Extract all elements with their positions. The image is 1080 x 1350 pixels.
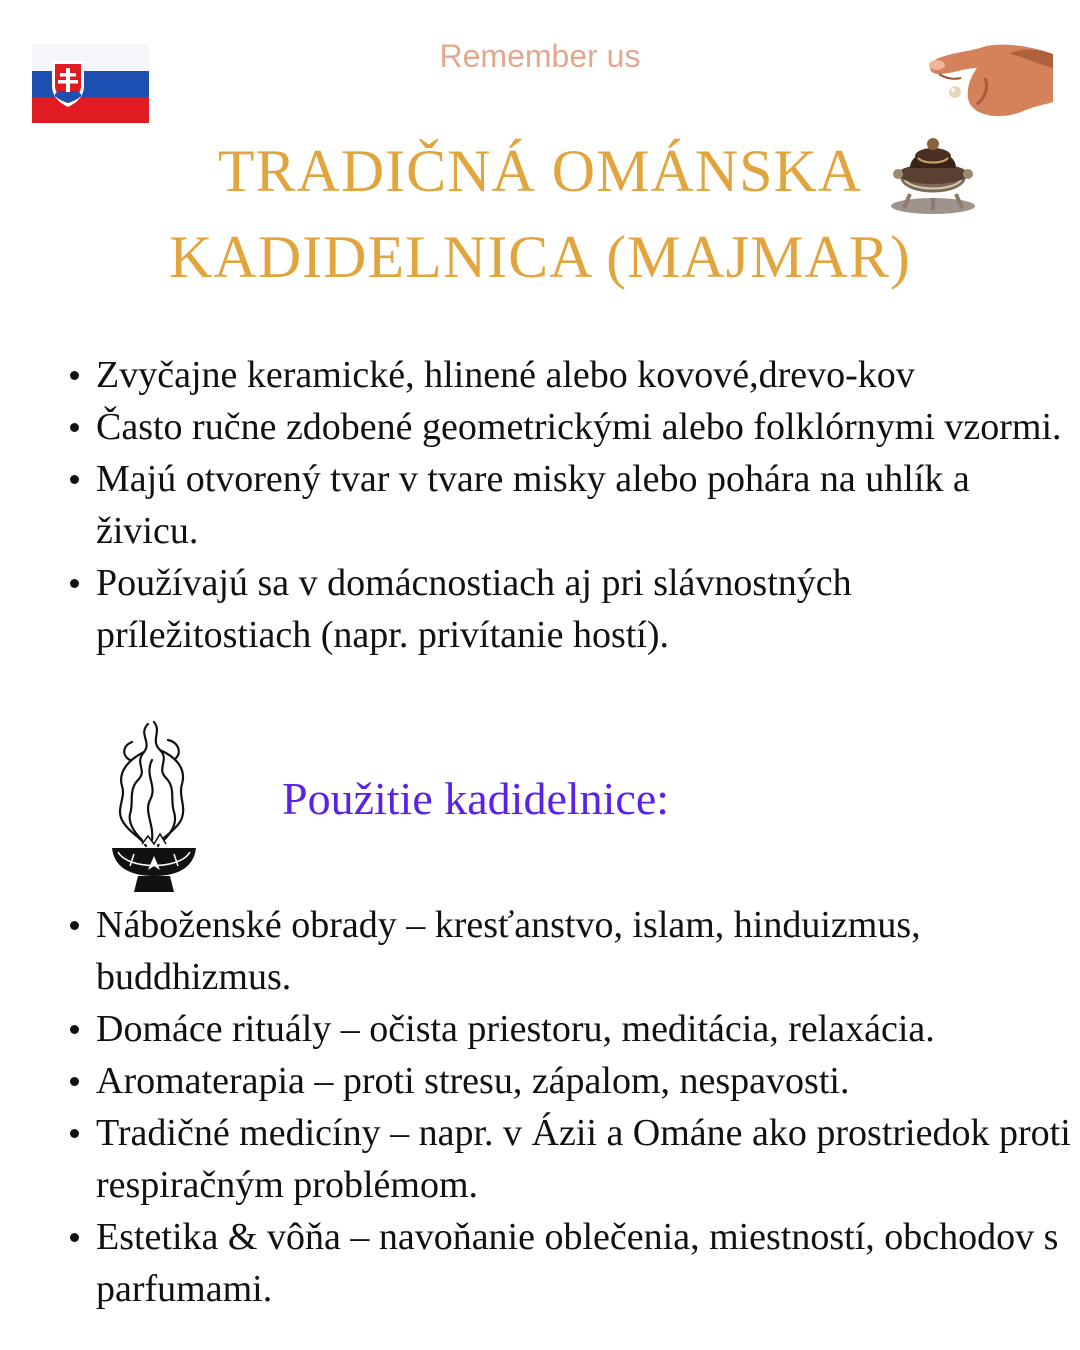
list-item: Náboženské obrady – kresťanstvo, islam, hinduizmus, buddhizmus. <box>96 899 1076 1003</box>
characteristics-list <box>60 349 1076 661</box>
list-item: Často ručne zdobené geometrickými alebo folklórnymi vzormi. <box>96 401 1076 453</box>
list-item: Zvyčajne keramické, hlinené alebo kovové,drevo-kov <box>96 349 1076 401</box>
list-item: Tradičné medicíny – napr. v Ázii a Ománe ako prostriedok proti respiračným problémom. <box>96 1107 1076 1211</box>
list-item: Používajú sa v domácnostiach aj pri slávnostných príležitostiach (napr. privítanie hostí). <box>96 557 1076 661</box>
hand-icon <box>925 34 1055 126</box>
list-item: Domáce rituály – očista priestoru, meditácia, relaxácia. <box>96 1003 1076 1055</box>
list-item: Aromaterapia – proti stresu, zápalom, nespavosti. <box>96 1055 1076 1107</box>
tagline: Remember us <box>439 38 641 74</box>
list-item: Estetika & vôňa – navoňanie oblečenia, miestností, obchodov s parfumami. <box>96 1211 1076 1315</box>
title-line-1: TRADIČNÁ OMÁNSKA <box>217 138 863 204</box>
title-line-2: KADIDELNICA (MAJMAR) <box>169 224 911 290</box>
usage-list <box>60 899 1076 1315</box>
usage-heading: Použitie kadidelnice: <box>282 773 670 824</box>
page-title <box>120 128 960 300</box>
incense-bowl-icon <box>108 720 200 896</box>
list-item: Majú otvorený tvar v tvare misky alebo pohára na uhlík a živicu. <box>96 453 1076 557</box>
